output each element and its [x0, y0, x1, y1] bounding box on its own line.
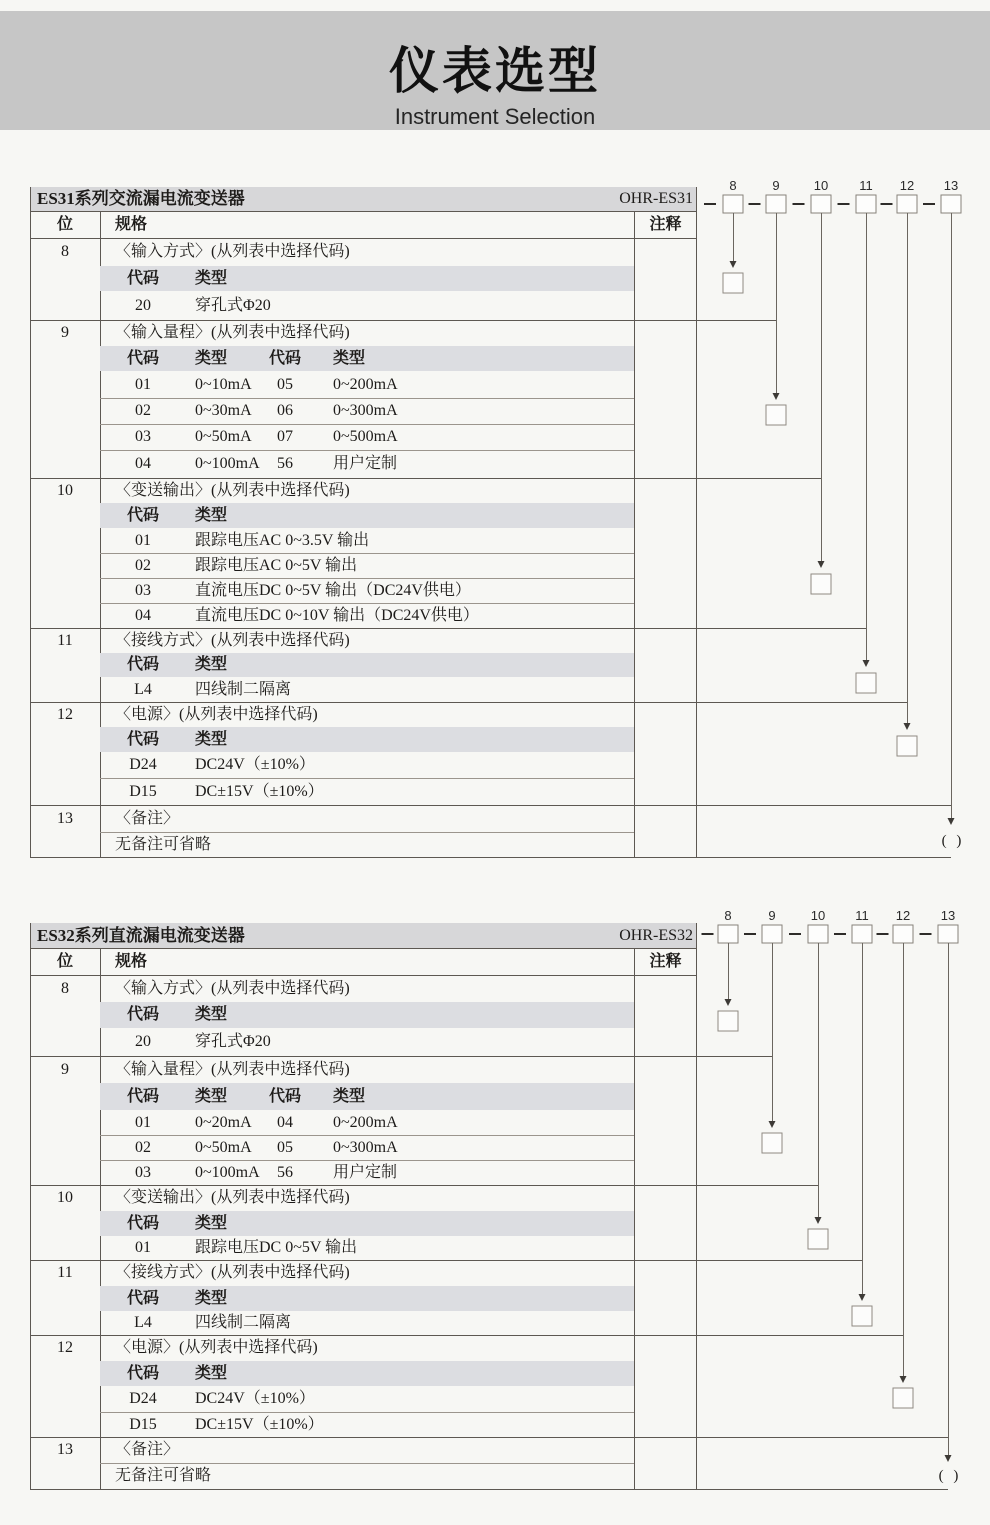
code-value: L4 — [134, 1314, 152, 1331]
code-header: 代码 — [268, 349, 301, 367]
code-header: 代码 — [126, 1214, 159, 1232]
code-header: 代码 — [126, 349, 159, 367]
type-value: 0~100mA — [195, 455, 260, 472]
table-border-line — [30, 211, 697, 212]
spec-title: 〈备注〉 — [115, 809, 180, 827]
code-box — [808, 925, 828, 943]
type-value: 直流电压DC 0~10V 输出（DC24V供电） — [195, 606, 479, 624]
type-value: 0~10mA — [195, 375, 252, 393]
position-number: 11 — [855, 908, 869, 923]
code-header: 代码 — [126, 1364, 159, 1382]
table-border-line — [30, 187, 31, 858]
code-value: 06 — [277, 402, 293, 419]
code-box — [856, 195, 876, 213]
type-value: 0~200mA — [333, 375, 398, 393]
type-header: 类型 — [195, 1006, 228, 1023]
type-value: 跟踪电压AC 0~5V 输出 — [195, 556, 358, 574]
code-value: 03 — [135, 428, 151, 445]
code-box — [941, 195, 961, 213]
code-value: 56 — [277, 455, 293, 472]
position-number: 9 — [768, 908, 776, 923]
remark-parens: ( ) — [938, 1468, 962, 1484]
type-header: 类型 — [333, 349, 366, 367]
type-header: 类型 — [195, 349, 228, 367]
code-value: 02 — [135, 1138, 151, 1156]
row-position: 13 — [57, 809, 73, 827]
type-value: 0~100mA — [195, 1163, 260, 1181]
model-code: OHR-ES32 — [619, 926, 693, 944]
arrow-down-icon — [815, 1217, 822, 1224]
target-box — [893, 1388, 913, 1408]
remark-note: 无备注可省略 — [115, 835, 212, 853]
position-number: 13 — [940, 908, 956, 923]
type-value: DC24V（±10%） — [195, 1390, 315, 1407]
note-column-header: 注释 — [649, 215, 682, 233]
code-value: 01 — [135, 375, 151, 393]
table-border-line — [30, 948, 697, 949]
code-header: 代码 — [268, 1087, 301, 1105]
table-border-line — [30, 238, 697, 239]
position-number: 12 — [895, 908, 911, 923]
code-box — [893, 925, 913, 943]
code-value: D24 — [129, 1390, 157, 1407]
spec-title: 〈输入量程〉(从列表中选择代码) — [115, 1060, 350, 1078]
row-position: 11 — [57, 1264, 73, 1281]
code-header: 代码 — [126, 269, 159, 287]
data-separator-line — [100, 424, 634, 425]
data-separator-line — [100, 398, 634, 399]
code-box — [897, 195, 917, 213]
type-header: 类型 — [195, 730, 228, 748]
position-column-header: 位 — [56, 215, 73, 233]
data-separator-line — [100, 578, 634, 579]
code-value: 01 — [135, 531, 151, 549]
spec-title: 〈接线方式〉(从列表中选择代码) — [115, 631, 350, 649]
type-value: 穿孔式Φ20 — [195, 296, 271, 314]
remark-note: 无备注可省略 — [115, 1467, 212, 1484]
data-separator-line — [100, 603, 634, 604]
row-position: 8 — [61, 979, 69, 997]
type-value: DC24V（±10%） — [195, 756, 315, 773]
type-value: 0~20mA — [195, 1113, 252, 1131]
type-value: 0~30mA — [195, 402, 252, 419]
spec-title: 〈接线方式〉(从列表中选择代码) — [115, 1264, 350, 1281]
table-border-line — [30, 857, 697, 858]
target-box — [856, 673, 876, 693]
type-value: 0~50mA — [195, 428, 252, 445]
code-box — [852, 925, 872, 943]
arrow-down-icon — [904, 723, 911, 730]
spec-title: 〈电源〉(从列表中选择代码) — [115, 705, 318, 723]
type-value: 0~200mA — [333, 1113, 398, 1131]
spec-title: 〈输入方式〉(从列表中选择代码) — [115, 979, 350, 997]
table-border-line — [696, 923, 697, 1490]
target-box — [897, 736, 917, 756]
code-value: D15 — [129, 1415, 157, 1433]
arrow-down-icon — [900, 1376, 907, 1383]
code-value: 03 — [135, 1163, 151, 1181]
table-border-line — [634, 948, 635, 1490]
page-title: 仪表选型 — [389, 43, 601, 99]
row-position: 13 — [57, 1441, 73, 1458]
spec-column-header: 规格 — [115, 215, 148, 233]
spec-title: 〈电源〉(从列表中选择代码) — [115, 1339, 318, 1356]
code-value: 02 — [135, 556, 151, 574]
code-header: 代码 — [126, 1087, 159, 1105]
code-value: 04 — [135, 606, 151, 624]
table-border-line — [696, 187, 697, 858]
type-value: DC±15V（±10%） — [195, 782, 324, 800]
row-position: 11 — [57, 631, 73, 649]
type-value: 直流电压DC 0~5V 输出（DC24V供电） — [195, 581, 471, 599]
position-number: 8 — [729, 178, 737, 193]
data-separator-line — [100, 778, 634, 779]
row-position: 8 — [61, 243, 69, 260]
row-position: 10 — [57, 481, 73, 499]
position-column-header: 位 — [56, 952, 73, 970]
type-value: 穿孔式Φ20 — [195, 1033, 271, 1050]
code-box — [766, 195, 786, 213]
code-value: L4 — [134, 680, 152, 698]
code-value: 04 — [277, 1113, 293, 1131]
table-border-line — [634, 211, 635, 858]
code-box — [938, 925, 958, 943]
position-number: 10 — [810, 908, 826, 923]
table-title: ES31系列交流漏电流变送器 — [37, 189, 245, 208]
arrow-down-icon — [948, 818, 955, 825]
position-number: 12 — [899, 178, 915, 193]
spec-title: 〈输入方式〉(从列表中选择代码) — [115, 243, 350, 260]
position-number: 13 — [943, 178, 959, 193]
type-value: 四线制二隔离 — [195, 1314, 292, 1331]
code-header: 代码 — [126, 730, 159, 748]
row-position: 12 — [57, 1339, 73, 1356]
arrow-down-icon — [773, 393, 780, 400]
target-box — [811, 574, 831, 594]
spec-column-header: 规格 — [115, 952, 148, 970]
arrow-down-icon — [730, 261, 737, 268]
code-header: 代码 — [126, 506, 159, 524]
code-value: 07 — [277, 428, 293, 445]
code-value: 01 — [135, 1113, 151, 1131]
type-header: 类型 — [195, 656, 228, 673]
arrow-down-icon — [769, 1121, 776, 1128]
model-code: OHR-ES31 — [619, 190, 693, 207]
type-header: 类型 — [195, 1364, 228, 1382]
data-separator-line — [100, 450, 634, 451]
spec-title: 〈变送输出〉(从列表中选择代码) — [115, 481, 350, 499]
code-value: 05 — [277, 375, 293, 393]
position-number: 8 — [724, 908, 732, 923]
row-position: 12 — [57, 705, 73, 723]
code-value: D15 — [129, 782, 157, 800]
type-value: 0~300mA — [333, 1138, 398, 1156]
code-value: 02 — [135, 402, 151, 419]
type-value: 跟踪电压AC 0~3.5V 输出 — [195, 531, 370, 549]
position-number: 10 — [813, 178, 829, 193]
target-box — [762, 1133, 782, 1153]
type-value: 0~500mA — [333, 428, 398, 445]
code-value: 20 — [135, 1033, 151, 1050]
code-header: 代码 — [126, 1289, 159, 1307]
type-value: 用户定制 — [333, 455, 398, 472]
remark-parens: ( ) — [941, 833, 965, 849]
code-box — [718, 925, 738, 943]
code-value: 01 — [135, 1239, 151, 1256]
arrow-down-icon — [725, 999, 732, 1006]
type-header: 类型 — [195, 1289, 228, 1307]
type-value: 四线制二隔离 — [195, 680, 292, 698]
type-header: 类型 — [195, 506, 228, 524]
code-value: 03 — [135, 581, 151, 599]
code-value: D24 — [129, 756, 157, 773]
page-subtitle: Instrument Selection — [394, 104, 596, 129]
code-header: 代码 — [126, 656, 159, 673]
code-value: 04 — [135, 455, 151, 472]
code-value: 56 — [277, 1163, 293, 1181]
position-number: 9 — [772, 178, 780, 193]
arrow-down-icon — [859, 1294, 866, 1301]
type-value: 跟踪电压DC 0~5V 输出 — [195, 1239, 358, 1256]
target-box — [852, 1306, 872, 1326]
data-separator-line — [100, 553, 634, 554]
target-box — [808, 1229, 828, 1249]
data-separator-line — [100, 1160, 634, 1161]
target-box — [766, 405, 786, 425]
row-position: 9 — [61, 324, 69, 341]
code-value: 05 — [277, 1138, 293, 1156]
spec-title: 〈备注〉 — [115, 1441, 180, 1458]
type-header: 类型 — [195, 1087, 228, 1105]
type-value: 0~50mA — [195, 1138, 252, 1156]
code-value: 20 — [135, 296, 151, 314]
table-title: ES32系列直流漏电流变送器 — [37, 925, 245, 945]
code-header: 代码 — [126, 1006, 159, 1023]
type-header: 类型 — [195, 1214, 228, 1232]
arrow-down-icon — [945, 1455, 952, 1462]
arrow-down-icon — [863, 660, 870, 667]
type-value: 用户定制 — [333, 1163, 398, 1181]
code-box — [762, 925, 782, 943]
target-box — [718, 1011, 738, 1031]
type-value: DC±15V（±10%） — [195, 1415, 324, 1433]
arrow-down-icon — [818, 561, 825, 568]
spec-title: 〈输入量程〉(从列表中选择代码) — [115, 324, 350, 341]
data-separator-line — [100, 1412, 634, 1413]
note-column-header: 注释 — [649, 952, 682, 970]
page-banner — [0, 11, 990, 130]
position-number: 11 — [859, 178, 873, 193]
type-value: 0~300mA — [333, 402, 398, 419]
spec-title: 〈变送输出〉(从列表中选择代码) — [115, 1189, 350, 1206]
row-position: 9 — [61, 1060, 69, 1078]
row-position: 10 — [57, 1189, 73, 1206]
table-border-line — [30, 1489, 697, 1490]
target-box — [723, 273, 743, 293]
data-separator-line — [100, 1135, 634, 1136]
type-header: 类型 — [333, 1087, 366, 1105]
table-border-line — [100, 211, 101, 858]
type-header: 类型 — [195, 269, 228, 287]
code-box — [723, 195, 743, 213]
code-box — [811, 195, 831, 213]
